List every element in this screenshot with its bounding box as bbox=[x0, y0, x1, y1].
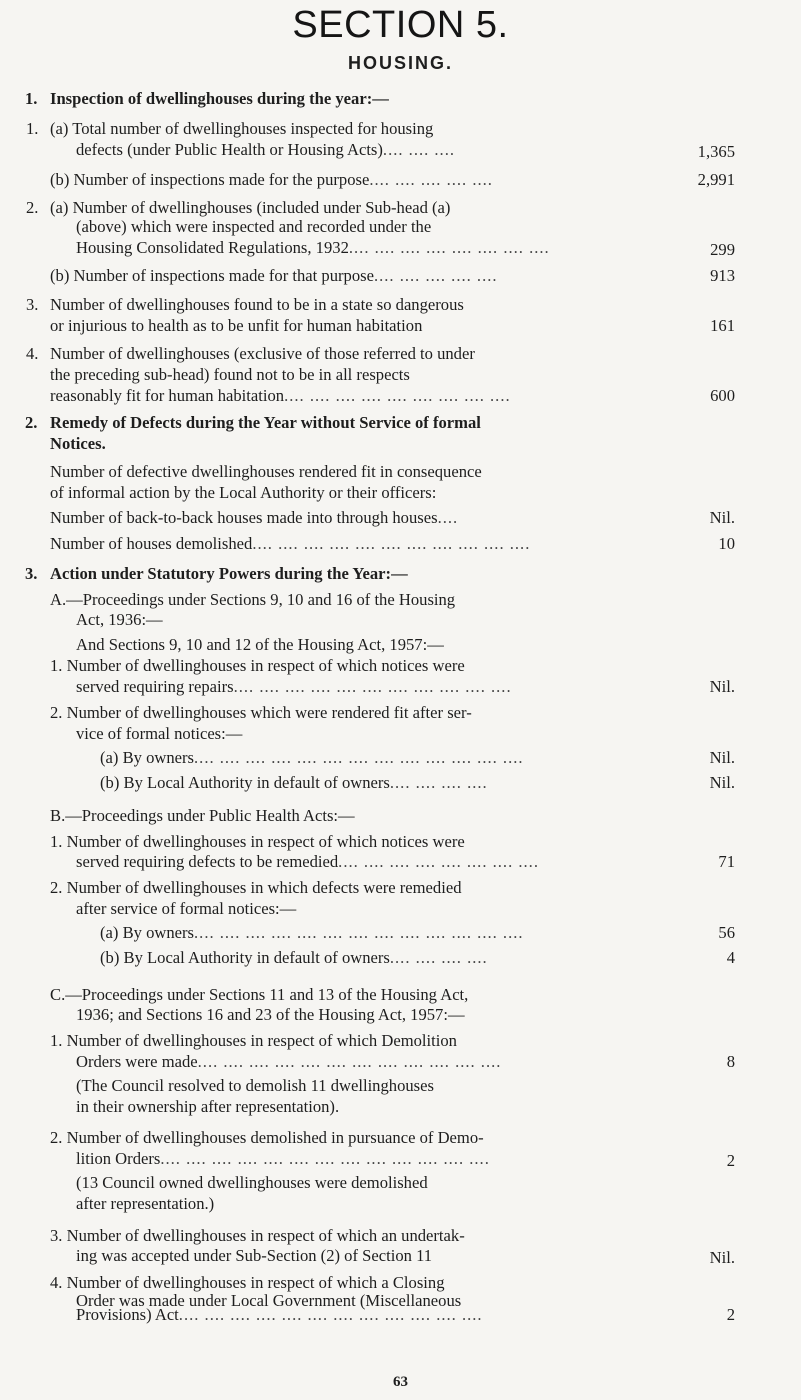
value: Nil. bbox=[709, 1248, 735, 1268]
value: 2 bbox=[726, 1151, 735, 1170]
text-line: A.—Proceedings under Sections 9, 10 and 16 of the Housing bbox=[50, 589, 456, 609]
text-line: vice of formal notices:— bbox=[76, 723, 243, 743]
text-line: (a) Number of dwellinghouses (included under Sub-head (a) bbox=[50, 197, 451, 217]
text-line: (a) By owners.... .... .... .... .... .... .... .... .... .... .... .... .... bbox=[100, 923, 664, 943]
text-line: Act, 1936:— bbox=[76, 609, 163, 629]
value: 10 bbox=[718, 533, 735, 553]
text-line: defects (under Public Health or Housing Acts).... .... .... bbox=[76, 140, 528, 160]
item-number: 3. bbox=[26, 294, 39, 314]
section-subtitle: HOUSING. bbox=[347, 52, 453, 73]
text-line: And Sections 9, 10 and 12 of the Housing Act, 1957:— bbox=[76, 635, 444, 655]
leader-dots: .... .... .... .... bbox=[389, 773, 488, 792]
value: 2 bbox=[726, 1305, 735, 1325]
text-line: (b) Number of inspections made for the purpose.... .... .... .... .... bbox=[50, 170, 569, 190]
text-line: lition Orders.... .... .... .... .... .... .... .... .... .... .... .... .... bbox=[76, 1149, 630, 1169]
leader-dots: .... .... .... .... .... .... .... .... .... .... .... .... bbox=[197, 1051, 502, 1071]
text-line: 1. Number of dwellinghouses in respect of which notices were bbox=[50, 831, 465, 851]
text-line: Number of dwellinghouses found to be in a state so dangerous bbox=[50, 294, 464, 314]
leader-dots: .... .... .... .... .... bbox=[373, 266, 498, 286]
text-line: (The Council resolved to demolish 11 dwellinghouses bbox=[76, 1076, 434, 1096]
text-line: B.—Proceedings under Public Health Acts:— bbox=[50, 806, 355, 826]
value: 161 bbox=[710, 315, 735, 335]
leader-dots: .... .... .... .... .... .... .... .... .... .... .... .... bbox=[178, 1305, 483, 1325]
text-line: Orders were made.... .... .... .... .... .... .... .... .... .... .... .... bbox=[76, 1052, 618, 1072]
text-line: Number of dwellinghouses (exclusive of those referred to under bbox=[50, 343, 475, 363]
text-line: of informal action by the Local Authority or their officers: bbox=[50, 482, 437, 502]
text-line: Number of back-to-back houses made into through houses.... bbox=[50, 508, 488, 528]
part1-heading: Inspection of dwellinghouses during the year:— bbox=[50, 88, 389, 108]
text-line: Order was made under Local Government (Miscellaneous bbox=[76, 1290, 462, 1310]
text-line: after service of formal notices:— bbox=[76, 898, 297, 918]
leader-dots: .... bbox=[437, 508, 459, 528]
part2-heading: Remedy of Defects during the Year without Service of formal bbox=[50, 412, 481, 432]
text-line: served requiring repairs.... .... .... .... .... .... .... .... .... .... .... bbox=[76, 677, 654, 697]
text-line: (a) By owners.... .... .... .... .... .... .... .... .... .... .... .... .... bbox=[100, 748, 664, 768]
value: Nil. bbox=[709, 676, 735, 696]
value: Nil. bbox=[709, 508, 735, 528]
leader-dots: .... .... .... .... .... .... .... .... .... .... .... .... .... bbox=[194, 748, 524, 768]
item-number: 4. bbox=[26, 343, 39, 363]
leader-dots: .... .... .... .... .... .... .... .... bbox=[348, 238, 550, 258]
text-line: Provisions) Act.... .... .... .... .... .... .... .... .... .... .... .... bbox=[76, 1305, 639, 1325]
text-line: or injurious to health as to be unfit for human habitation bbox=[50, 315, 423, 335]
part2-number: 2. bbox=[25, 412, 38, 432]
text-line: in their ownership after representation). bbox=[76, 1097, 340, 1117]
value: 4 bbox=[726, 947, 735, 967]
value: 8 bbox=[726, 1051, 735, 1071]
leader-dots: .... .... .... .... .... .... .... .... .... .... .... .... .... bbox=[160, 1149, 490, 1169]
part1-number: 1. bbox=[25, 88, 38, 108]
leader-dots: .... .... .... .... .... bbox=[369, 170, 493, 190]
text-line: C.—Proceedings under Sections 11 and 13 of the Housing Act, bbox=[50, 984, 469, 1004]
value: 71 bbox=[718, 852, 735, 872]
text-line: 2. Number of dwellinghouses which were rendered fit after ser- bbox=[50, 703, 472, 723]
text-line: 2. Number of dwellinghouses in which defects were remedied bbox=[50, 877, 462, 897]
text-line: reasonably fit for human habitation.... .... .... .... .... .... .... .... .... bbox=[50, 386, 629, 406]
text-line: ing was accepted under Sub-Section (2) of Section 11 bbox=[76, 1246, 433, 1266]
item-number: 1. bbox=[26, 119, 39, 139]
value: 913 bbox=[710, 266, 735, 286]
text-line: (13 Council owned dwellinghouses were demolished bbox=[76, 1172, 428, 1192]
item-number: 2. bbox=[26, 197, 39, 217]
text-line: after representation.) bbox=[76, 1193, 215, 1213]
page-number: 63 bbox=[393, 1374, 408, 1390]
part3-number: 3. bbox=[25, 564, 38, 584]
value: 600 bbox=[710, 385, 735, 405]
text-line: Housing Consolidated Regulations, 1932.... .... .... .... .... .... .... .... bbox=[76, 238, 634, 258]
text-line: Number of defective dwellinghouses rendered fit in consequence bbox=[50, 462, 482, 482]
part2-heading: Notices. bbox=[50, 433, 106, 453]
value: 299 bbox=[710, 240, 735, 260]
text-line: 1. Number of dwellinghouses in respect of which notices were bbox=[50, 655, 465, 675]
leader-dots: .... .... .... .... .... .... .... .... .... .... .... bbox=[233, 676, 512, 696]
leader-dots: .... .... .... .... .... .... .... .... bbox=[338, 852, 539, 872]
text-line: the preceding sub-head) found not to be in all respects bbox=[50, 364, 410, 384]
text-line: Number of houses demolished.... .... .... .... .... .... .... .... .... .... .... bbox=[50, 534, 672, 554]
value: Nil. bbox=[709, 773, 735, 792]
text-line: served requiring defects to be remedied.... .... .... .... .... .... .... .... bbox=[76, 852, 603, 872]
value: 1,365 bbox=[697, 141, 735, 161]
text-line: 1936; and Sections 16 and 23 of the Housing Act, 1957:— bbox=[76, 1005, 465, 1025]
value: 56 bbox=[718, 923, 735, 943]
text-line: 1. Number of dwellinghouses in respect of which Demolition bbox=[50, 1030, 457, 1050]
text-line: (a) Total number of dwellinghouses inspected for housing bbox=[50, 119, 434, 139]
leader-dots: .... .... .... bbox=[382, 139, 455, 159]
leader-dots: .... .... .... .... .... .... .... .... .... bbox=[284, 385, 511, 405]
text-line: 4. Number of dwellinghouses in respect of which a Closing bbox=[50, 1272, 445, 1292]
text-line: 3. Number of dwellinghouses in respect of which an undertak- bbox=[50, 1225, 465, 1245]
leader-dots: .... .... .... .... .... .... .... .... .... .... .... .... .... bbox=[194, 923, 524, 943]
text-line: (b) Number of inspections made for that purpose.... .... .... .... .... bbox=[50, 266, 544, 286]
part3-heading: Action under Statutory Powers during the Year:— bbox=[50, 564, 408, 584]
text-line: (above) which were inspected and recorded under the bbox=[76, 217, 432, 237]
leader-dots: .... .... .... .... bbox=[389, 947, 488, 967]
leader-dots: .... .... .... .... .... .... .... .... .... .... .... bbox=[252, 533, 531, 553]
text-line: 2. Number of dwellinghouses demolished in pursuance of Demo- bbox=[50, 1128, 484, 1148]
text-line: (b) By Local Authority in default of owners.... .... .... .... bbox=[100, 948, 560, 968]
text-line: (b) By Local Authority in default of owners.... .... .... .... bbox=[100, 773, 560, 793]
value: 2,991 bbox=[697, 170, 735, 190]
section-title: SECTION 5. bbox=[292, 3, 509, 46]
value: Nil. bbox=[709, 748, 735, 768]
